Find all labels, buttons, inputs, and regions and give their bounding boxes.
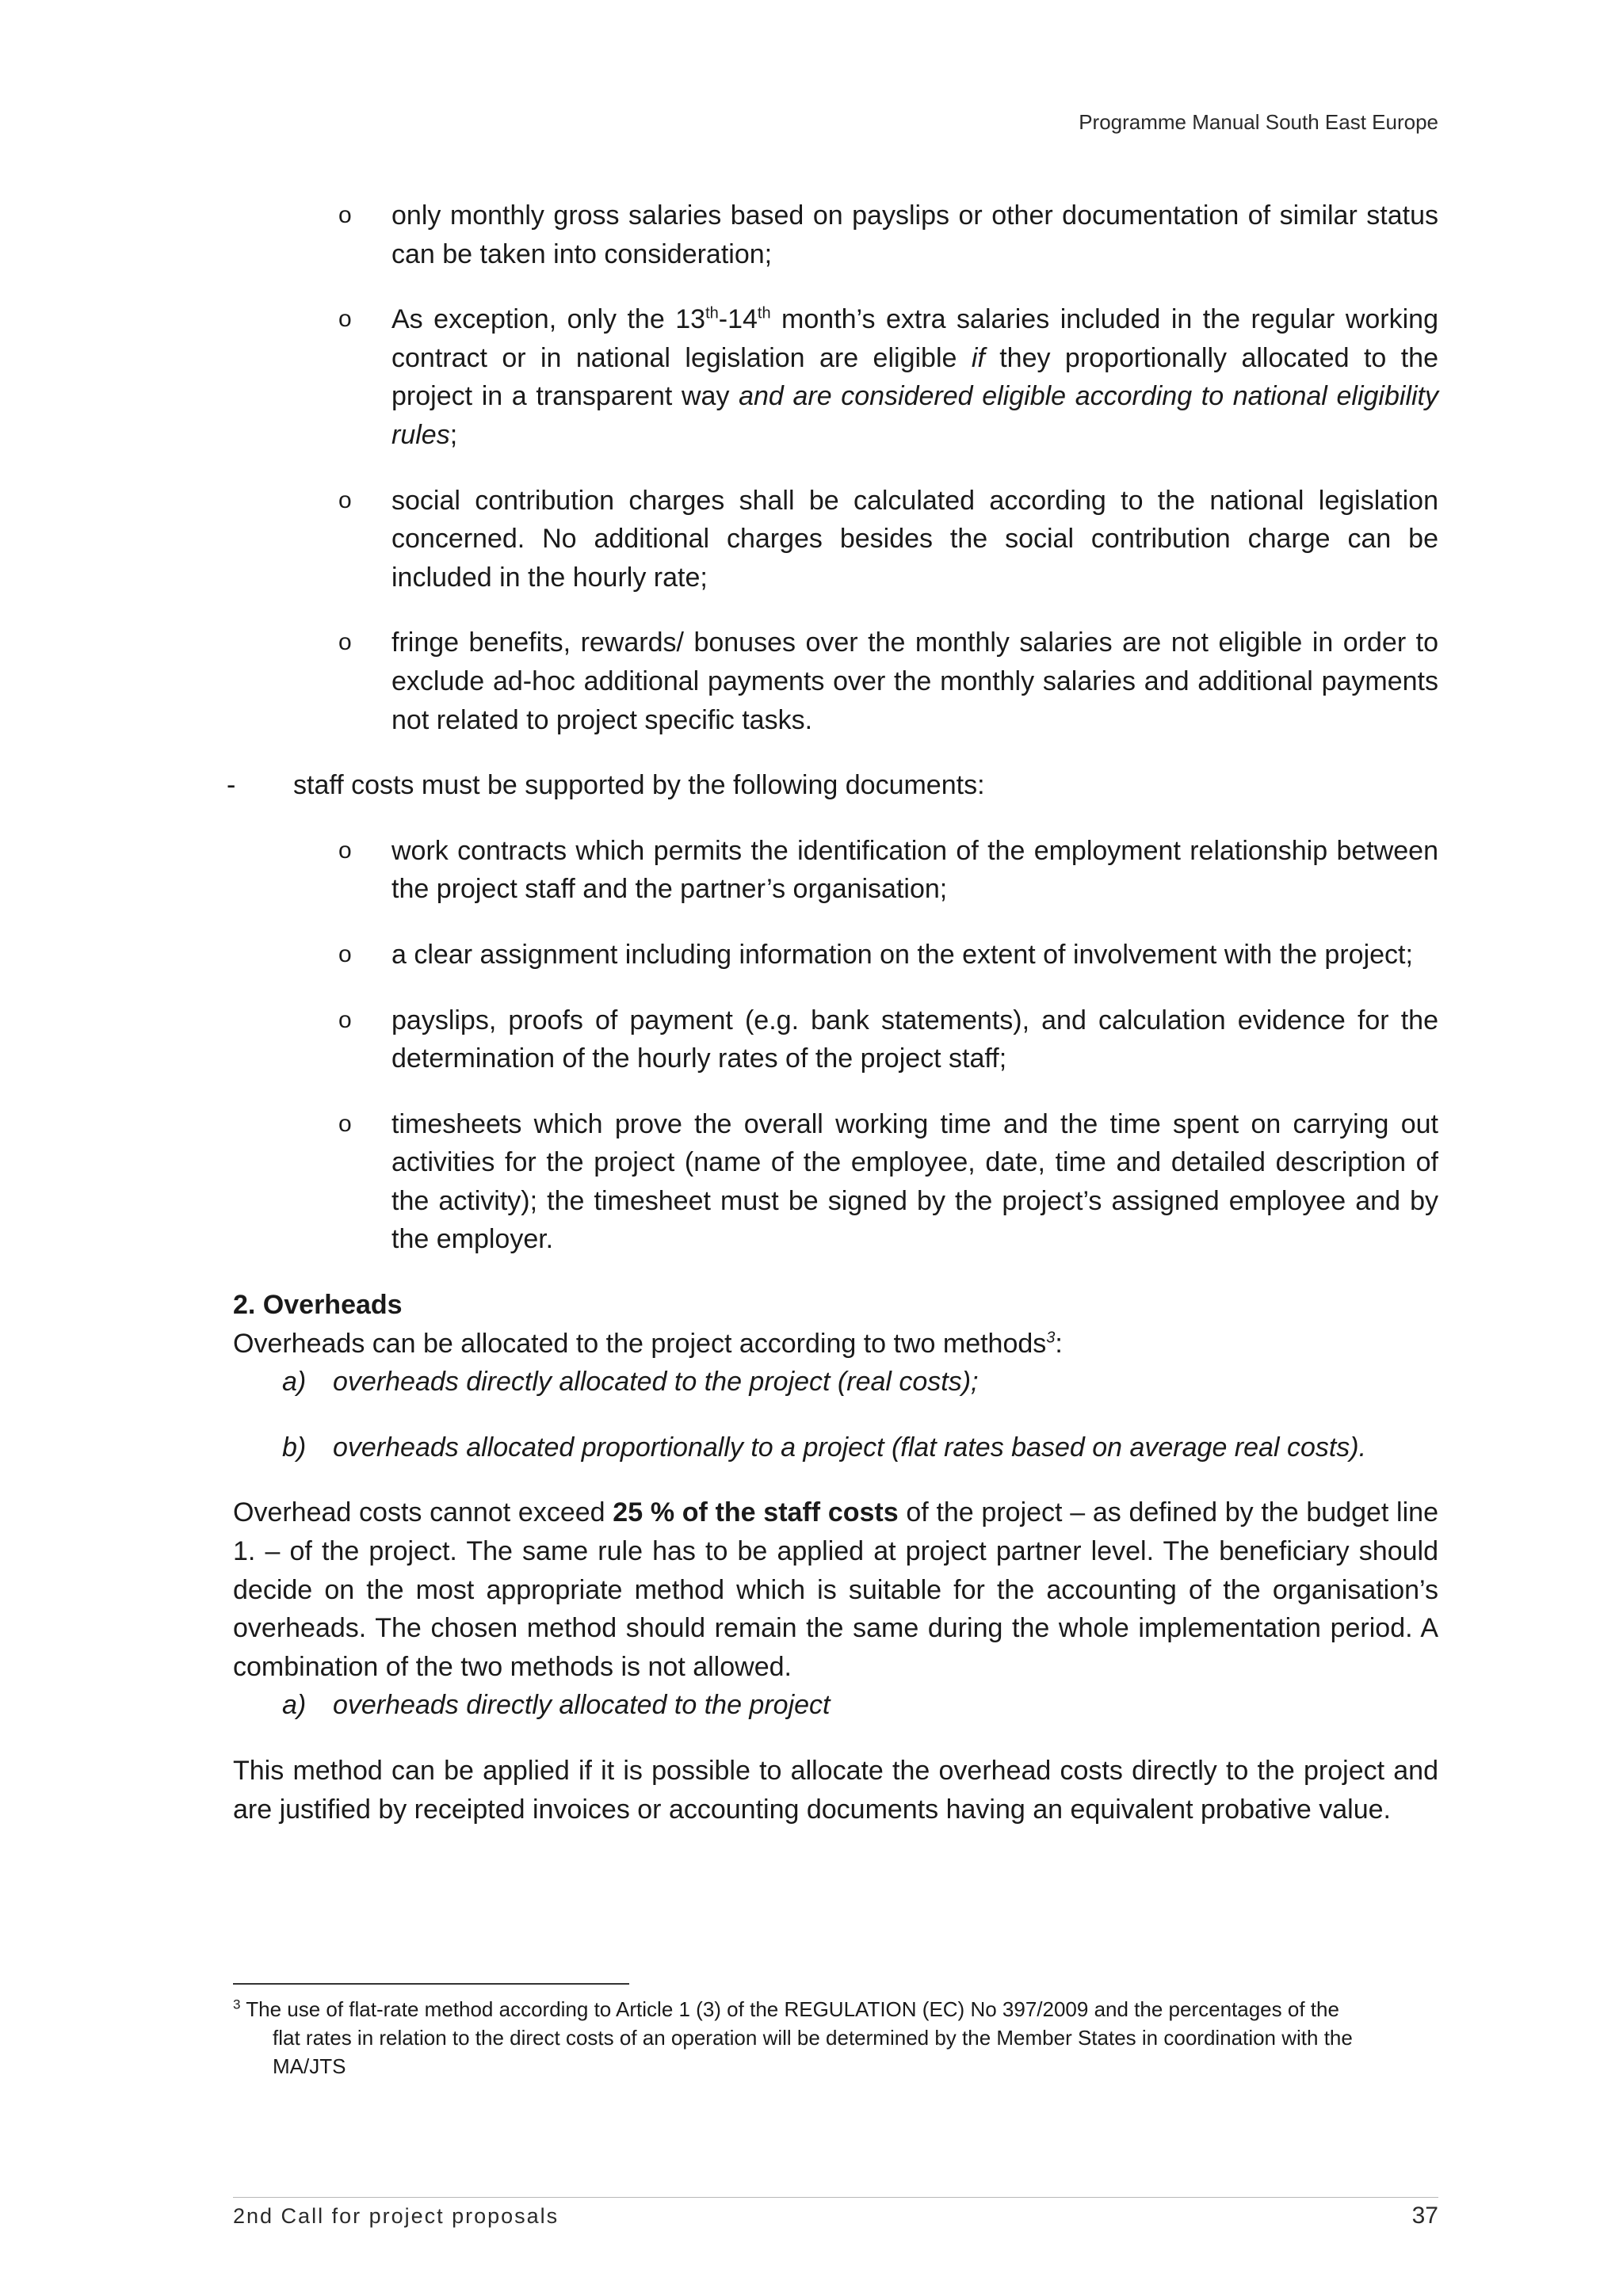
method-mark: a) — [282, 1367, 307, 1398]
dash-list-item-text: staff costs must be supported by the following documents: — [293, 770, 985, 801]
footnote-number: 3 — [233, 1997, 241, 2012]
page-number: 37 — [1411, 2203, 1438, 2229]
method-mark: a) — [282, 1690, 307, 1721]
method-item — [282, 1363, 1438, 1402]
method-subheading-text: overheads directly allocated to the project — [333, 1690, 831, 1721]
list-item-text: social contribution charges shall be calculated according to the national legislation concerned. No additional charges besides the social contribution charge can be included in the hourly rate; — [391, 485, 1438, 593]
footnote-continuation: flat rates in relation to the direct costs of an operation will be determined by the Member States in coordination with the MA/JTS — [273, 2026, 1353, 2078]
method-text: overheads directly allocated to the project (real costs); — [333, 1367, 979, 1398]
list-item — [338, 1105, 1438, 1259]
list-item-text: work contracts which permits the identification of the employment relationship between the project staff and the partner’s organisation; — [391, 835, 1438, 905]
method-a-paragraph: This method can be applied if it is possible to allocate the overhead costs directly to the project and are justified by receipted invoices or accounting documents having an equivalent probative value. — [233, 1756, 1438, 1825]
bullet-mark: o — [338, 306, 352, 333]
page-content — [227, 196, 1438, 1829]
method-item — [282, 1428, 1438, 1467]
bullet-mark: o — [338, 202, 352, 228]
bullet-mark: o — [338, 629, 352, 656]
bullet-mark: o — [338, 1006, 352, 1033]
intro-paragraph: Overheads can be allocated to the project according to two methods$^3$: — [233, 1328, 1063, 1359]
footer-title: 2nd Call for project proposals — [233, 2204, 559, 2228]
dash-list-item — [227, 766, 1438, 805]
method-subheading — [282, 1686, 1438, 1725]
footnote-separator — [233, 1983, 629, 1985]
list-item-text: only monthly gross salaries based on payslips or other documentation of similar status can be taken into consideration; — [391, 200, 1438, 269]
list-item — [338, 1001, 1438, 1078]
list-item — [338, 196, 1438, 273]
list-item — [338, 832, 1438, 909]
list-item-text: a clear assignment including information on the extent of involvement with the project; — [391, 939, 1413, 970]
dash-mark: - — [227, 770, 236, 801]
bullet-mark: o — [338, 837, 352, 864]
bullet-mark: o — [338, 486, 352, 513]
running-header: Programme Manual South East Europe — [1079, 110, 1438, 134]
list-item-text: payslips, proofs of payment (e.g. bank statements), and calculation evidence for the determination of the hourly rates of the project staff; — [391, 1005, 1438, 1074]
footnote-text: The use of flat-rate method according to Article 1 (3) of the REGULATION (EC) No 397/2009 and the percentages of the — [240, 1997, 1339, 2021]
section-heading: 2. Overheads — [233, 1290, 403, 1321]
footer-divider — [233, 2197, 1438, 2198]
list-item — [338, 482, 1438, 597]
list-item-text: timesheets which prove the overall working time and the time spent on carrying out activities for the project (name of the employee, date, time and detailed description of the activity); the timesheet must be signed by the project’s assigned employee and by the employer. — [391, 1108, 1438, 1255]
method-mark: b) — [282, 1432, 307, 1463]
method-text: overheads allocated proportionally to a project (flat rates based on average real costs). — [333, 1432, 1367, 1463]
footnote-reference[interactable]: 3 — [1046, 1329, 1056, 1347]
bullet-mark: o — [338, 940, 352, 967]
bullet-mark: o — [338, 1110, 352, 1137]
limit-paragraph: Overhead costs cannot exceed 25 % of the staff costs of the project – as defined by the budget line 1. – of the project. The same rule has to be applied at project partner level. The beneficiary should decide on the most appropriate method which is suitable for the accounting of the organisation’s overheads. The chosen method should remain the same during the whole implementation period. A combination of the two methods is not allowed. — [233, 1497, 1438, 1682]
footnote — [233, 1995, 1422, 2081]
list-item-text: fringe benefits, rewards/ bonuses over the monthly salaries are not eligible in order to exclude ad-hoc additional payments over the monthly salaries and additional payments not related to project specific tasks. — [391, 627, 1438, 735]
list-item — [338, 300, 1438, 454]
list-item-text: As exception, only the 13th-14th month’s extra salaries included in the regular working contract or in national legislation are eligible if they proportionally allocated to the project in a transparent way and are considered eligible according to national eligibility rules; — [391, 304, 1438, 450]
list-item — [338, 936, 1438, 974]
list-item — [338, 624, 1438, 739]
